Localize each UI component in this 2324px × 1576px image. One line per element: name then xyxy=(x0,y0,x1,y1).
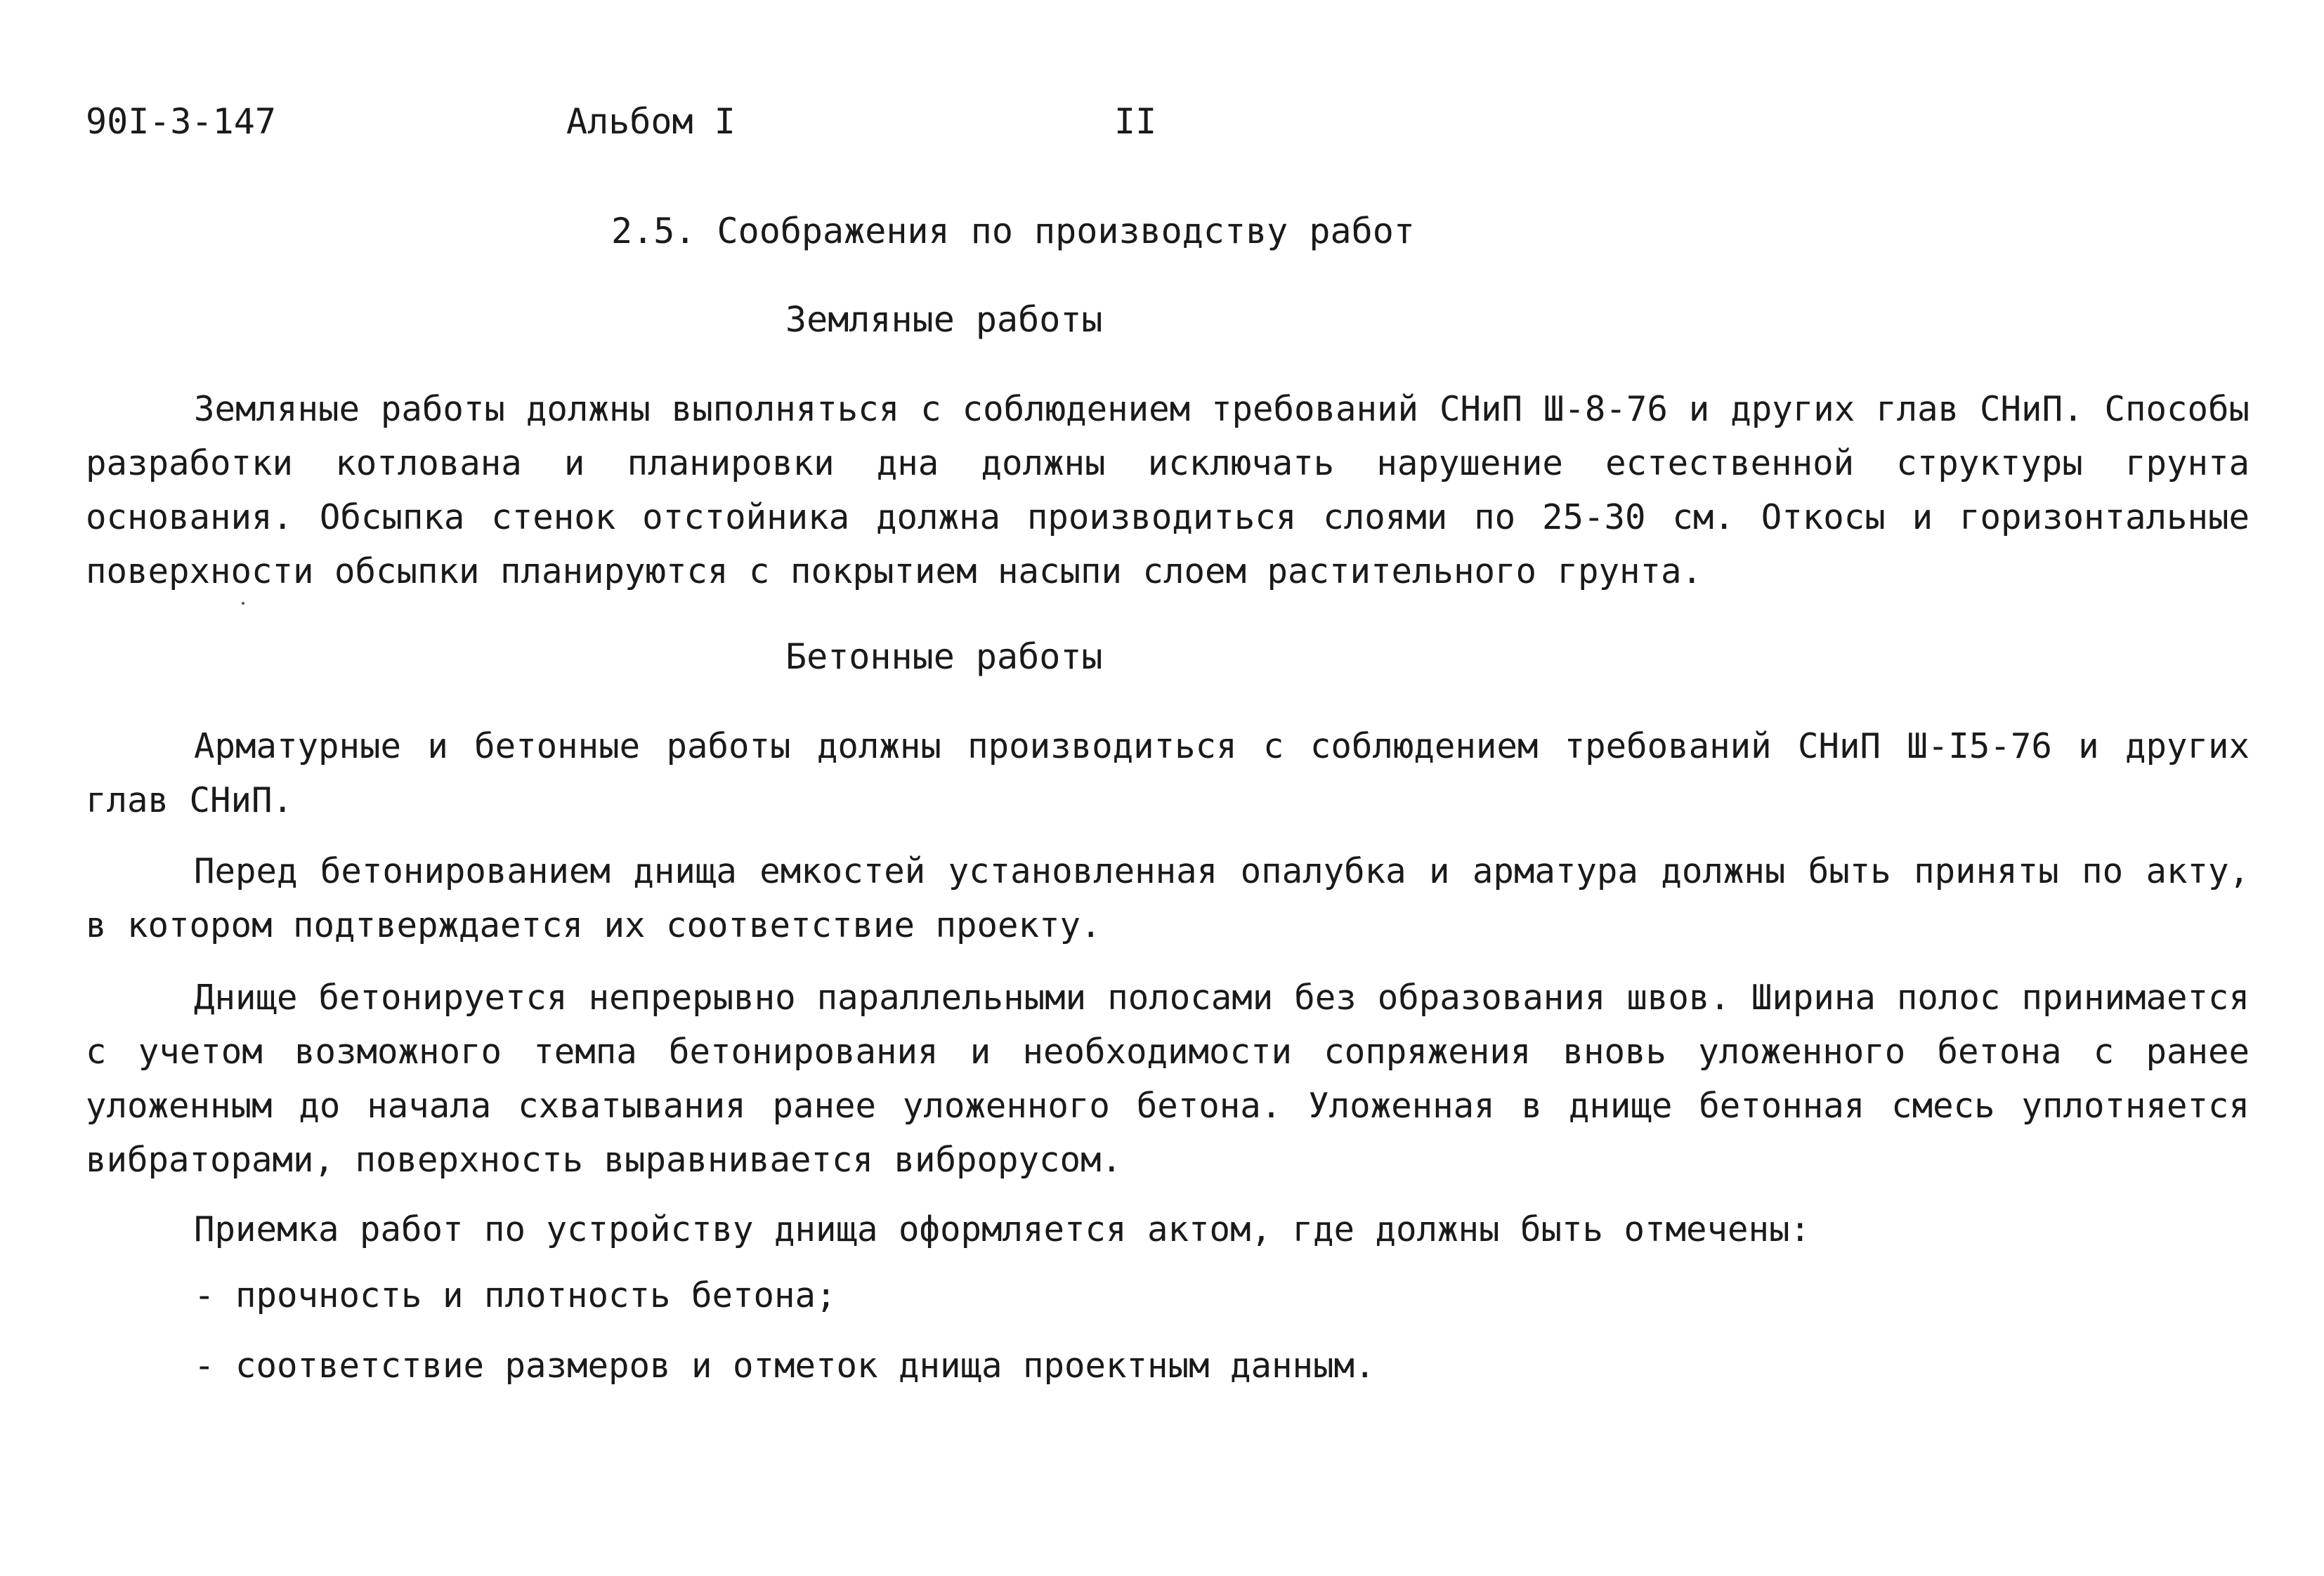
earthworks-paragraph-text: Земляные работы должны выполняться с соблюдением требований СНиП Ш-8-76 и других глав СНиП. Способы разработки котлована и планировки дна должны исключать нарушение естественной структуры грунта основания. Обсыпка стенок отстойника должна производиться слоями по 25-30 см. Откосы и горизонтальные поверхности обсыпки планируются с покрытием насыпи слоем растительного грунта. xyxy=(86,389,2250,591)
document-number: 90I-3-147 xyxy=(86,101,276,142)
concrete-paragraph-1-text: Арматурные и бетонные работы должны производиться с соблюдением требований СНиП Ш-I5-76 и других глав СНиП. xyxy=(86,726,2250,820)
list-item: - соответствие размеров и отметок днища проектным данным. xyxy=(194,1346,1376,1386)
scan-speck xyxy=(242,602,244,605)
album-label: Альбом I xyxy=(566,101,736,142)
page-number: II xyxy=(1114,101,1157,142)
concrete-paragraph-3 xyxy=(86,971,2250,1187)
concrete-paragraph-2 xyxy=(86,844,2250,952)
earthworks-paragraph xyxy=(86,382,2250,598)
section-title: 2.5. Соображения по производству работ xyxy=(611,211,1415,251)
earthworks-heading: Земляные работы xyxy=(785,299,1103,340)
concrete-paragraph-4 xyxy=(86,1202,2250,1256)
concrete-heading: Бетонные работы xyxy=(785,636,1103,677)
concrete-paragraph-4-text: Приемка работ по устройству днища оформляется актом, где должны быть отмечены: xyxy=(194,1209,1811,1249)
concrete-paragraph-2-text: Перед бетонированием днища емкостей установленная опалубка и арматура должны быть приняты по акту, в котором подтверждается их соответствие проекту. xyxy=(86,851,2250,945)
concrete-paragraph-1 xyxy=(86,719,2250,827)
list-item: - прочность и плотность бетона; xyxy=(194,1275,837,1315)
concrete-paragraph-3-text: Днище бетонируется непрерывно параллельными полосами без образования швов. Ширина полос принимается с учетом возможного темпа бетонирования и необходимости сопряжения вновь уложенного бетона с ранее уложенным до начала схватывания ранее уложенного бетона. Уложенная в днище бетонная смесь уплотняется вибраторами, поверхность выравнивается виброрусом. xyxy=(86,978,2250,1180)
